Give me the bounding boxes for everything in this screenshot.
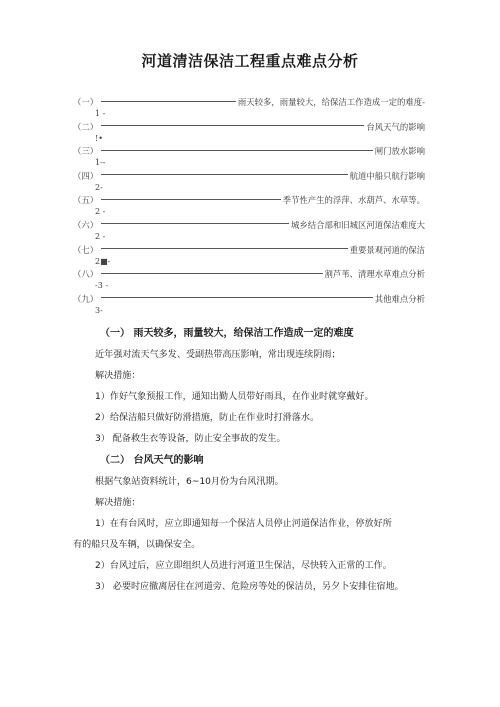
toc-entry[interactable] — [73, 194, 425, 219]
toc-title: 割芦苇、清理水草难点分析 — [324, 269, 425, 280]
body-paragraph: 解决措施： — [95, 371, 141, 381]
document-title: 河道清洁保洁工程重点难点分析 — [141, 52, 359, 70]
toc-leader — [101, 150, 373, 151]
toc-page-number: 2- — [95, 182, 103, 192]
toc-entry[interactable] — [73, 121, 425, 146]
toc-number: （七） — [73, 244, 99, 255]
toc-leader — [101, 248, 348, 249]
toc-title: 季节性产生的浮萍、水葫芦、水草等。 — [282, 195, 425, 206]
toc-entry[interactable] — [73, 170, 425, 195]
toc-page-number: 2 - — [95, 231, 106, 241]
toc-leader — [101, 125, 364, 126]
toc-entry[interactable] — [73, 96, 425, 121]
body-paragraph: 1）在有台风时，应立即通知每一个保洁人员停止河道保洁作业，停放好所 — [95, 519, 392, 529]
toc-title: 航道中船只航行影响 — [349, 170, 425, 181]
toc-title: 台风天气的影响 — [366, 121, 425, 132]
section-heading: （一） 雨天较多，雨量较大，给保洁工作造成一定的难度 — [100, 328, 354, 339]
toc-entry[interactable] — [73, 293, 425, 318]
toc-entry[interactable] — [73, 268, 425, 293]
body-paragraph: 解决措施： — [95, 498, 141, 508]
toc-page-number: 3- — [95, 305, 103, 315]
toc-entry[interactable] — [73, 244, 425, 269]
toc-page-number: !• — [95, 133, 103, 143]
toc-entry[interactable] — [73, 219, 425, 244]
toc-number: （三） — [73, 146, 99, 157]
toc-title: 雨天较多，雨量较大，给保洁工作造成一定的难度- — [237, 97, 425, 107]
toc-number: （八） — [73, 269, 99, 280]
toc-leader — [101, 199, 281, 200]
toc-page-number: 2■- — [95, 256, 111, 266]
toc-number: （二） — [73, 121, 99, 132]
toc-leader — [101, 174, 348, 175]
body-paragraph: 3） 必要时应撤离居住在河道旁、危险房等处的保洁员，另夕卜安排住宿地。 — [95, 582, 404, 592]
document-body — [73, 323, 433, 598]
toc-number: （六） — [73, 219, 99, 230]
toc-page-number: 1 - — [95, 109, 106, 118]
body-paragraph: 近年强对流天气多发、受副热带高压影响，常出现连续阴雨； — [95, 350, 341, 360]
toc-leader — [101, 297, 373, 298]
toc-page-number: -3 - — [95, 281, 109, 291]
toc-leader — [101, 273, 322, 274]
toc-number: （九） — [73, 293, 99, 304]
toc-number: （四） — [73, 170, 99, 181]
toc-leader — [101, 101, 236, 102]
toc-entry[interactable] — [73, 145, 425, 170]
toc-page-number: 2 - — [95, 207, 106, 217]
toc-page-number: 1-- — [95, 158, 106, 168]
body-paragraph: 2）台风过后，应立即组织人员进行河道卫生保洁，尽快转入正常的工作。 — [95, 561, 392, 571]
body-paragraph: 有的船只及车辆，以确保安全。 — [73, 540, 201, 550]
toc-number: （一） — [73, 97, 99, 107]
toc-title: 城乡结合部和旧城区河道保洁难度大 — [291, 219, 425, 230]
toc-number: （五） — [73, 195, 99, 206]
toc-leader — [101, 223, 289, 224]
body-paragraph: 2）给保洁船只做好防滑措施，防止在作业时打滑落水。 — [95, 413, 320, 423]
toc-title: 闸门放水影响 — [374, 146, 425, 157]
section-heading: （二） 台风天气的影响 — [100, 455, 204, 466]
table-of-contents — [73, 96, 425, 317]
body-paragraph: 3） 配备救生衣等设备，防止安全事故的发生。 — [95, 434, 286, 444]
toc-title: 重要景观河道的保洁 — [349, 244, 425, 255]
body-paragraph: 1）作好气象预报工作，通知出勤人员带好雨具，在作业时就穿戴好。 — [95, 392, 374, 402]
body-paragraph: 根据气象站资料统计，6~10月份为台风汛期。 — [95, 477, 284, 487]
toc-title: 其他难点分析 — [374, 293, 425, 304]
